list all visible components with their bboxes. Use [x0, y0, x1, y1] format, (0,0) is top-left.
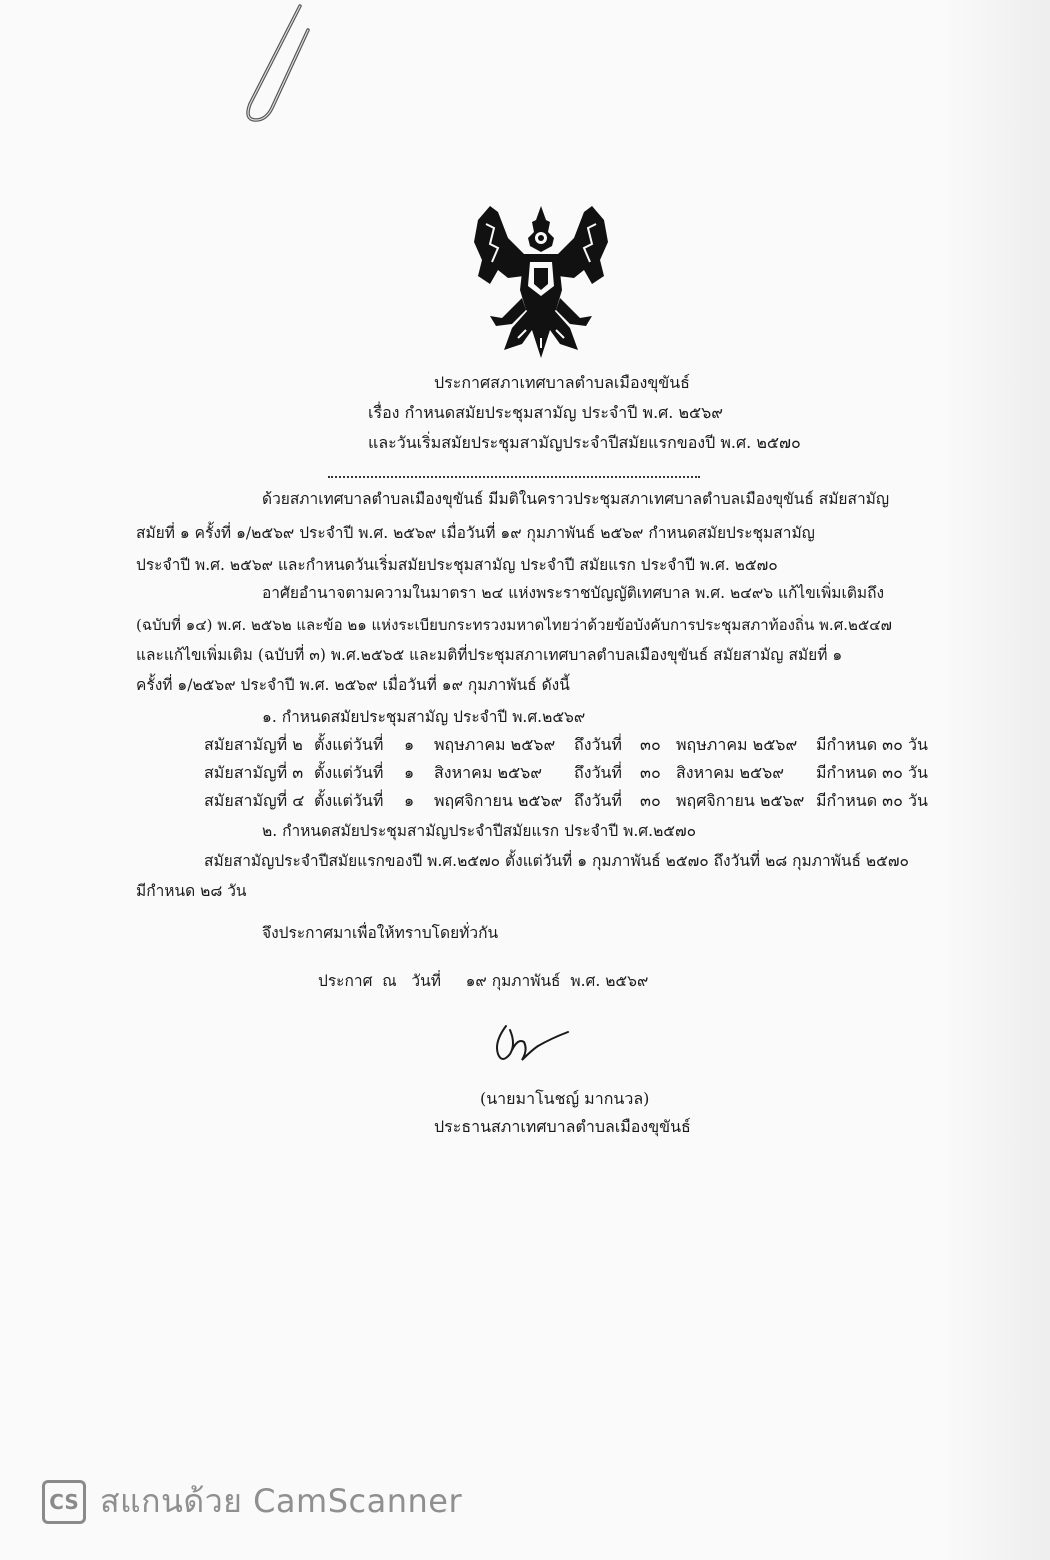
- session-duration: มีกำหนด ๓๐ วัน: [816, 763, 928, 782]
- session-to-day: ๓๐: [640, 735, 661, 754]
- paperclip-icon: [230, 0, 320, 130]
- subject-line-2: และวันเริ่มสมัยประชุมสามัญประจำปีสมัยแรกของปี พ.ศ. ๒๕๗๐: [368, 433, 801, 452]
- para1-line-3: ประจำปี พ.ศ. ๒๕๖๙ และกำหนดวันเริ่มสมัยประชุมสามัญ ประจำปี สมัยแรก ประจำปี พ.ศ. ๒๕๗๐: [136, 556, 778, 574]
- session-to-label: ถึงวันที่: [574, 791, 622, 810]
- session-to-month: พฤศจิกายน ๒๕๖๙: [676, 791, 805, 810]
- camscanner-text: สแกนด้วย CamScanner: [100, 1482, 463, 1520]
- subject-line-1: เรื่อง กำหนดสมัยประชุมสามัญ ประจำปี พ.ศ. ๒๕๖๙: [368, 403, 724, 422]
- signer-position: ประธานสภาเทศบาลตำบลเมืองขุขันธ์: [434, 1117, 691, 1136]
- para1-line-2: สมัยที่ ๑ ครั้งที่ ๑/๒๕๖๙ ประจำปี พ.ศ. ๒๕๖๙ เมื่อวันที่ ๑๙ กุมภาพันธ์ ๒๕๖๙ กำหนดสมัยประชุมสามัญ: [136, 524, 815, 542]
- announcement-title: ประกาศสภาเทศบาลตำบลเมืองขุขันธ์: [434, 373, 690, 392]
- session-from-month: พฤษภาคม ๒๕๖๙: [434, 735, 556, 754]
- session-from-label: ตั้งแต่วันที่: [314, 763, 384, 782]
- session-to-month: พฤษภาคม ๒๕๖๙: [676, 735, 798, 754]
- announcement-date: ประกาศ ณ วันที่ ๑๙ กุมภาพันธ์ พ.ศ. ๒๕๖๙: [318, 972, 649, 990]
- signer-name: (นายมาโนชญ์ มากนวล): [480, 1089, 650, 1108]
- item2-heading: ๒. กำหนดสมัยประชุมสามัญประจำปีสมัยแรก ประจำปี พ.ศ.๒๕๗๐: [262, 822, 697, 840]
- page-edge-shadow: [940, 0, 1050, 1560]
- session-to-day: ๓๐: [640, 763, 661, 782]
- session-to-day: ๓๐: [640, 791, 661, 810]
- session-from-day: ๑: [404, 763, 415, 782]
- session-to-label: ถึงวันที่: [574, 735, 622, 754]
- para2-line-3: และแก้ไขเพิ่มเติม (ฉบับที่ ๓) พ.ศ.๒๕๖๕ และมติที่ประชุมสภาเทศบาลตำบลเมืองขุขันธ์ สมัยสามัญ สมัยที่ ๑: [136, 646, 843, 664]
- session-from-label: ตั้งแต่วันที่: [314, 735, 384, 754]
- camscanner-watermark: [42, 1476, 462, 1527]
- session-from-day: ๑: [404, 791, 415, 810]
- para1-line-1: ด้วยสภาเทศบาลตำบลเมืองขุขันธ์ มีมติในคราวประชุมสภาเทศบาลตำบลเมืองขุขันธ์ สมัยสามัญ: [262, 490, 890, 508]
- item1-heading: ๑. กำหนดสมัยประชุมสามัญ ประจำปี พ.ศ.๒๕๖๙: [262, 708, 586, 726]
- session-duration: มีกำหนด ๓๐ วัน: [816, 791, 928, 810]
- session-name: สมัยสามัญที่ ๔: [204, 791, 305, 810]
- item2-line-2: มีกำหนด ๒๘ วัน: [136, 882, 247, 900]
- session-name: สมัยสามัญที่ ๓: [204, 763, 304, 782]
- para2-line-4: ครั้งที่ ๑/๒๕๖๙ ประจำปี พ.ศ. ๒๕๖๙ เมื่อวันที่ ๑๙ กุมภาพันธ์ ดังนี้: [136, 676, 570, 694]
- para2-line-1: อาศัยอำนาจตามความในมาตรา ๒๔ แห่งพระราชบัญญัติเทศบาล พ.ศ. ๒๔๙๖ แก้ไขเพิ่มเติมถึง: [262, 584, 885, 602]
- session-to-label: ถึงวันที่: [574, 763, 622, 782]
- session-duration: มีกำหนด ๓๐ วัน: [816, 735, 928, 754]
- session-name: สมัยสามัญที่ ๒: [204, 735, 303, 754]
- handwritten-signature: [488, 1020, 578, 1070]
- camscanner-logo-icon: CS: [42, 1480, 86, 1524]
- session-from-month: สิงหาคม ๒๕๖๙: [434, 763, 542, 782]
- para2-line-2: (ฉบับที่ ๑๔) พ.ศ. ๒๕๖๒ และข้อ ๒๑ แห่งระเบียบกระทรวงมหาดไทยว่าด้วยข้อบังคับการประชุมสภาท้องถิ่น พ.ศ.๒๕๔๗: [136, 616, 892, 634]
- closing-statement: จึงประกาศมาเพื่อให้ทราบโดยทั่วกัน: [262, 924, 499, 942]
- divider-dotted: [328, 476, 700, 478]
- garuda-emblem-icon: [468, 198, 614, 366]
- item2-line-1: สมัยสามัญประจำปีสมัยแรกของปี พ.ศ.๒๕๗๐ ตั้งแต่วันที่ ๑ กุมภาพันธ์ ๒๕๗๐ ถึงวันที่ ๒๘ กุมภาพันธ์ ๒๕๗๐: [204, 852, 909, 870]
- session-from-month: พฤศจิกายน ๒๕๖๙: [434, 791, 563, 810]
- session-to-month: สิงหาคม ๒๕๖๙: [676, 763, 784, 782]
- session-from-label: ตั้งแต่วันที่: [314, 791, 384, 810]
- session-from-day: ๑: [404, 735, 415, 754]
